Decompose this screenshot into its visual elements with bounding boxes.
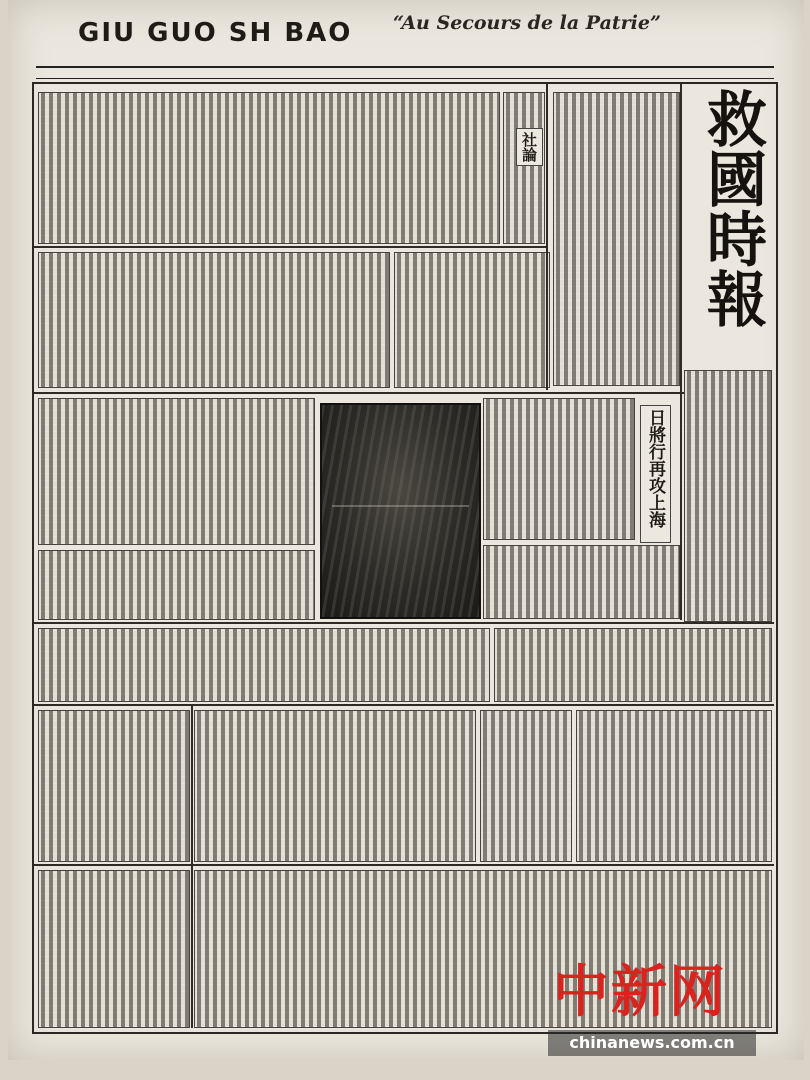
column-rule	[34, 622, 774, 624]
newspaper-page	[8, 0, 804, 1060]
masthead-latin-title: GIU GUO SH BAO	[78, 18, 353, 48]
article-block	[38, 92, 500, 244]
column-rule	[34, 704, 774, 706]
article-block	[553, 92, 680, 386]
article-block	[38, 710, 190, 862]
article-block	[494, 628, 772, 702]
chinese-masthead-title: 救國時報	[697, 88, 767, 328]
column-rule	[34, 392, 684, 394]
editorial-heading: 社論	[516, 128, 543, 166]
main-feature-headline: 日將行再攻上海	[640, 405, 671, 543]
column-rule	[191, 706, 193, 1028]
column-rule	[34, 246, 548, 248]
column-rule	[680, 84, 682, 620]
article-block	[684, 370, 772, 622]
article-block	[38, 398, 315, 545]
dateline-rule	[36, 66, 774, 79]
article-block	[576, 710, 772, 862]
article-block	[480, 710, 572, 862]
newspaper-photo	[320, 403, 481, 619]
article-block	[194, 710, 476, 862]
article-block	[483, 545, 680, 619]
chinanews-logo: 中新网	[553, 960, 727, 1025]
article-block	[483, 398, 635, 540]
watermark-url: chinanews.com.cn	[548, 1030, 756, 1056]
article-block	[38, 252, 390, 388]
article-block	[394, 252, 550, 388]
article-block	[38, 628, 490, 702]
article-block	[38, 550, 315, 620]
column-rule	[546, 84, 548, 390]
masthead-motto: “Au Secours de la Patrie”	[393, 12, 661, 34]
article-block	[38, 870, 190, 1028]
column-rule	[34, 864, 774, 866]
article-block	[503, 92, 545, 244]
